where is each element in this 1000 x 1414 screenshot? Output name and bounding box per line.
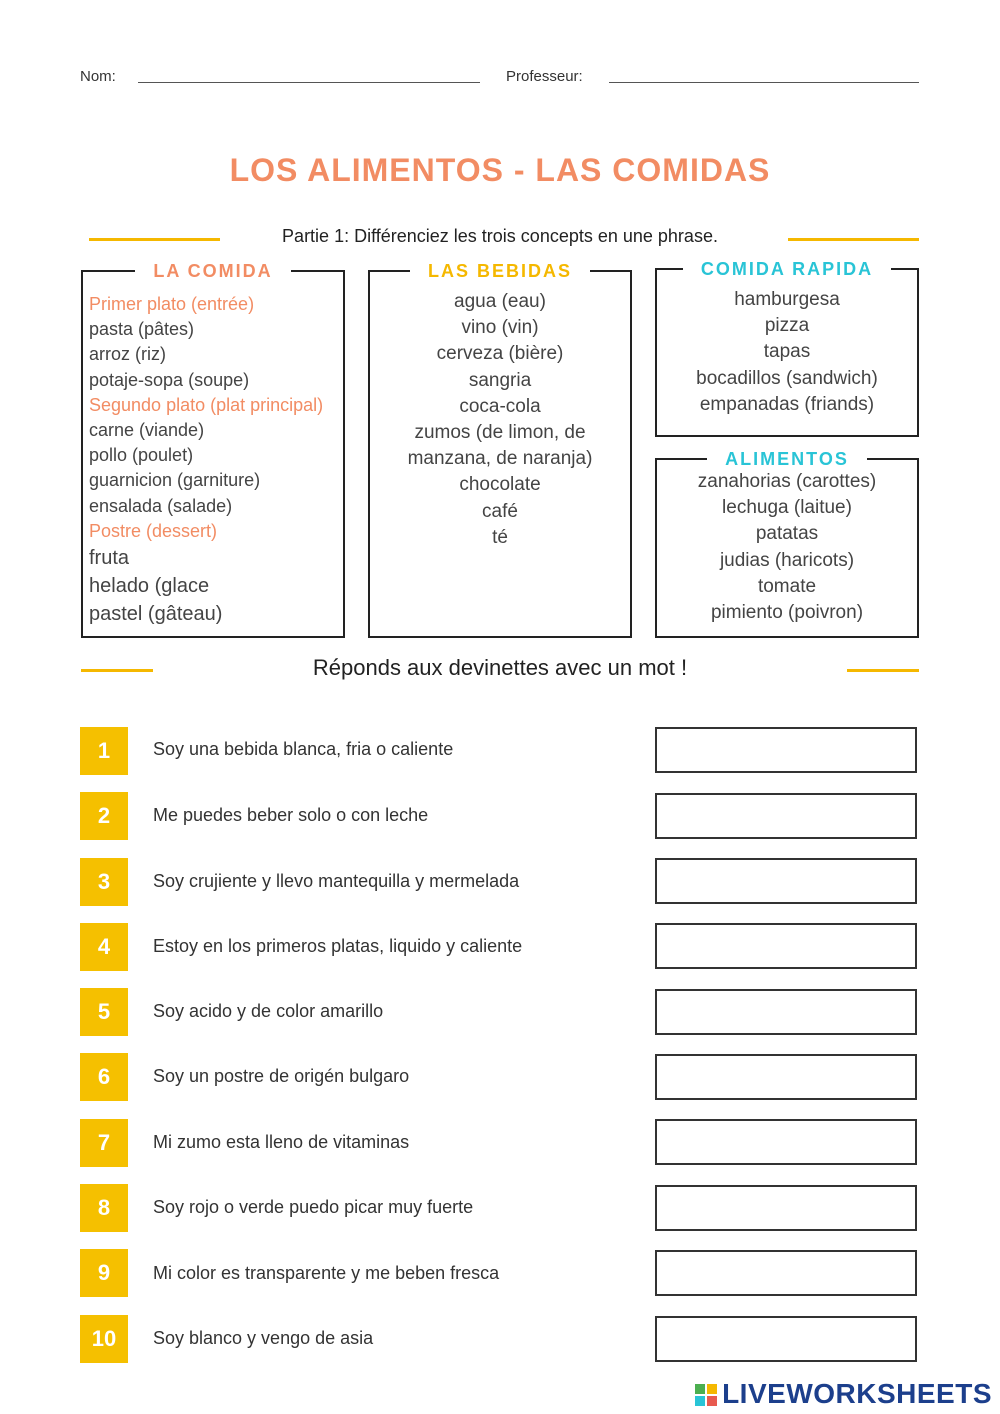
list-item: coca-cola (459, 395, 541, 417)
riddle-number: 10 (80, 1315, 128, 1363)
riddle-question: Mi zumo esta lleno de vitaminas (153, 1132, 410, 1152)
answer-input-5[interactable] (655, 989, 917, 1035)
riddle-question: Me puedes beber solo o con leche (153, 805, 429, 825)
list-item: cerveza (bière) (436, 343, 564, 365)
list-item: pasta (pâtes) (89, 319, 195, 340)
riddle-number: 8 (80, 1184, 128, 1232)
list-item: fruta (89, 547, 130, 570)
riddle-question: Mi color es transparente y me beben fresca (153, 1263, 500, 1283)
alimentos-box (655, 449, 919, 638)
list-item: vino (vin) (461, 317, 539, 339)
riddle-question: Soy un postre de origén bulgaro (153, 1066, 410, 1086)
riddle-question: Soy una bebida blanca, fria o caliente (153, 739, 454, 759)
list-item: agua (eau) (454, 291, 546, 312)
list-item: ensalada (salade) (89, 495, 233, 516)
list-item: bocadillos (sandwich) (696, 367, 878, 389)
answer-input-10[interactable] (655, 1316, 917, 1362)
list-item: lechuga (laitue) (722, 497, 852, 519)
alimentos-heading: ALIMENTOS (657, 448, 917, 470)
list-item: Primer plato (entrée) (89, 294, 255, 314)
list-item: tapas (763, 341, 811, 363)
list-item: judias (haricots) (719, 549, 855, 571)
professeur-label: Professeur: (506, 68, 583, 85)
la-comida-list (89, 292, 323, 628)
answer-input-1[interactable] (655, 727, 917, 773)
liveworksheets-logo (695, 1378, 992, 1410)
las-bebidas-list (370, 289, 630, 551)
riddle-question: Soy crujiente y llevo mantequilla y mermelada (153, 871, 520, 891)
riddle-number: 2 (80, 792, 128, 840)
comida-rapida-list (657, 287, 917, 418)
list-item: chocolate (459, 474, 541, 496)
divider-right (788, 238, 919, 241)
answer-input-3[interactable] (655, 858, 917, 904)
riddle-number: 9 (80, 1249, 128, 1297)
list-item: zanahorias (carottes) (697, 471, 877, 492)
nom-label: Nom: (80, 68, 116, 85)
riddle-question: Soy rojo o verde puedo picar muy fuerte (153, 1197, 474, 1217)
list-item: Postre (dessert) (89, 520, 218, 541)
list-item: zumos (de limon, de (414, 422, 586, 444)
list-item: pastel (gâteau) (89, 603, 223, 626)
liveworksheets-mark-icon (695, 1384, 719, 1408)
list-item: patatas (755, 523, 819, 545)
comida-rapida-heading: COMIDA RAPIDA (657, 258, 917, 280)
riddle-number: 1 (80, 727, 128, 775)
part2-instruction: Réponds aux devinettes avec un mot ! (312, 655, 688, 680)
las-bebidas-box (368, 261, 632, 638)
riddle-number: 4 (80, 923, 128, 971)
list-item: café (482, 500, 518, 522)
divider-right-2 (847, 669, 919, 672)
list-item: té (492, 526, 508, 548)
answer-input-9[interactable] (655, 1250, 917, 1296)
list-item: empanadas (friands) (699, 393, 875, 415)
answer-input-2[interactable] (655, 793, 917, 839)
riddle-question: Soy blanco y vengo de asia (153, 1328, 374, 1348)
comida-rapida-box (655, 259, 919, 437)
list-item: carne (viande) (89, 420, 205, 441)
answer-input-7[interactable] (655, 1119, 917, 1165)
list-item: guarnicion (garniture) (89, 470, 261, 491)
list-item: pizza (764, 315, 810, 337)
las-bebidas-heading: LAS BEBIDAS (370, 260, 630, 282)
alimentos-list (657, 469, 917, 626)
nom-field[interactable] (138, 82, 480, 83)
list-item: hamburgesa (734, 289, 840, 310)
list-item: Segundo plato (plat principal) (89, 394, 324, 415)
brand-name: LIVEWORKSHEETS (722, 1378, 992, 1409)
list-item: pimiento (poivron) (710, 602, 864, 624)
list-item: pollo (poulet) (89, 445, 194, 466)
list-item: manzana, de naranja) (407, 448, 593, 470)
answer-input-4[interactable] (655, 923, 917, 969)
divider-left-2 (81, 669, 153, 672)
riddle-number: 3 (80, 858, 128, 906)
worksheet-title: LOS ALIMENTOS - LAS COMIDAS (229, 152, 771, 188)
la-comida-box (81, 261, 345, 638)
divider-left (89, 238, 220, 241)
riddle-number: 6 (80, 1053, 128, 1101)
list-item: arroz (riz) (89, 344, 166, 365)
answer-input-8[interactable] (655, 1185, 917, 1231)
la-comida-heading: LA COMIDA (83, 260, 343, 282)
list-item: potaje-sopa (soupe) (89, 369, 250, 390)
list-item: tomate (757, 575, 817, 597)
part1-instruction: Partie 1: Différenciez les trois concepts en une phrase. (282, 226, 718, 246)
list-item: helado (glace (89, 575, 210, 598)
riddle-question: Soy acido y de color amarillo (153, 1001, 384, 1021)
riddle-number: 7 (80, 1119, 128, 1167)
riddle-question: Estoy en los primeros platas, liquido y caliente (153, 936, 523, 956)
riddle-number: 5 (80, 988, 128, 1036)
answer-input-6[interactable] (655, 1054, 917, 1100)
list-item: sangria (468, 369, 532, 391)
professeur-field[interactable] (609, 82, 919, 83)
